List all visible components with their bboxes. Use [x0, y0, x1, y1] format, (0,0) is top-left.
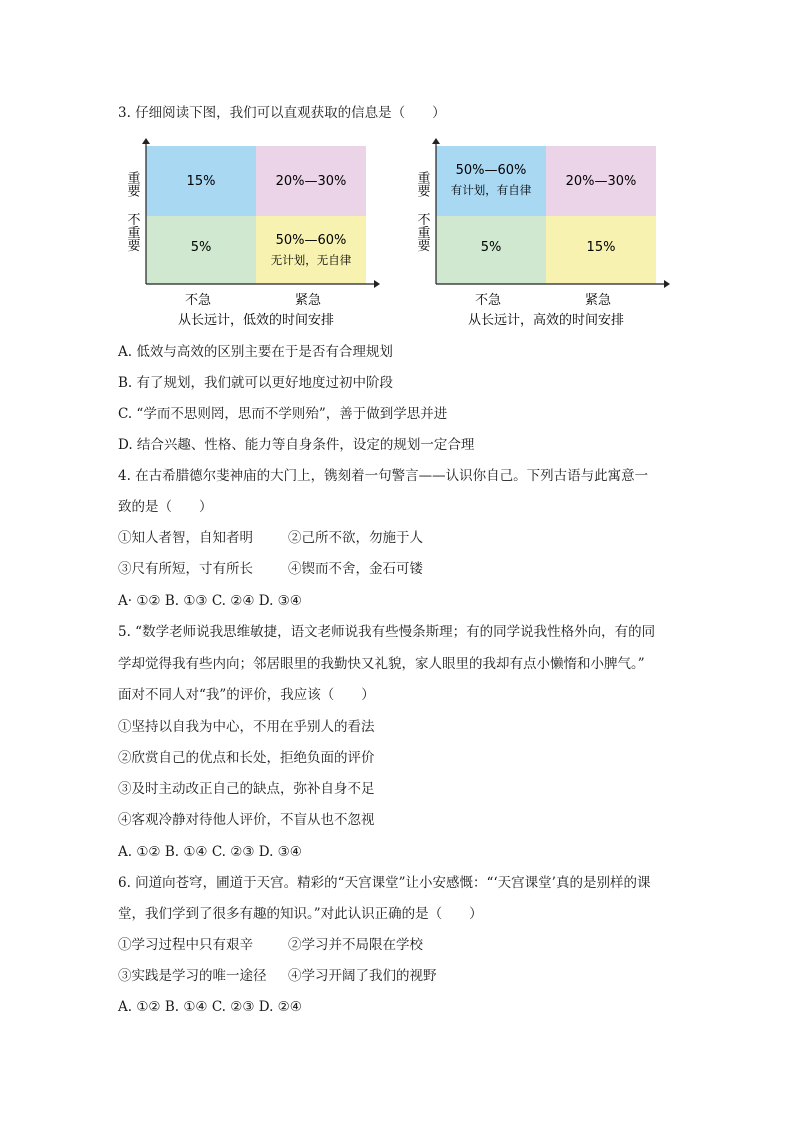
q5-item-2: ②欣赏自己的优点和长处，拒绝负面的评价 [118, 750, 375, 766]
cell-unimportant-urgent [256, 216, 366, 284]
y-label-important: 重要 [414, 171, 430, 197]
q4-stem-line-1: 4. 在古希腊德尔斐神庙的大门上，镌刻着一句警言——认识你自己。下列古语与此寓意一 [118, 468, 649, 484]
cell-bl-value: 5% [190, 240, 212, 255]
q6-items-row-2 [118, 967, 678, 985]
q3-stem: 3. 仔细阅读下图，我们可以直观获取的信息是（ ） [118, 105, 446, 121]
q6-item-1: ①学习过程中只有艰辛 [118, 937, 253, 953]
x-label-urgent: 紧急 [294, 293, 322, 308]
chart-caption: 从长远计，低效的时间安排 [177, 313, 335, 328]
y-axis-arrow [142, 138, 150, 144]
time-matrix-chart-high-efficiency [408, 138, 678, 328]
q3-option-b: B. 有了规划，我们就可以更好地度过初中阶段 [118, 375, 394, 391]
q4-item-3: ③尺有所短，寸有所长 [118, 561, 253, 577]
q5-stem-line-1: 5. “数学老师说我思维敏捷，语文老师说我有些慢条斯理；有的同学说我性格外向，有的同 [118, 624, 656, 640]
cell-br-value: 50%—60% [275, 233, 347, 248]
x-label-not-urgent: 不急 [184, 293, 212, 308]
q5-answers: A. ①② B. ①④ C. ②③ D. ③④ [118, 844, 302, 860]
q4-stem-line-2: 致的是（ ） [118, 499, 213, 515]
q4-item-4: ④锲而不舍，金石可镂 [288, 561, 423, 577]
cell-tr-value: 20%—30% [565, 174, 637, 189]
x-label-not-urgent: 不急 [474, 293, 502, 308]
cell-tl-note: 有计划，有自律 [450, 183, 532, 197]
cell-tl-value: 15% [186, 174, 216, 189]
q4-answers: A· ①② B. ①③ C. ②④ D. ③④ [118, 593, 302, 609]
x-axis-arrow [664, 280, 670, 288]
q4-item-2: ②己所不欲，勿施于人 [288, 530, 423, 546]
q3-option-d: D. 结合兴趣、性格、能力等自身条件，设定的规划一定合理 [118, 437, 475, 453]
q5-stem-line-3: 面对不同人对“我”的评价，我应该（ ） [118, 687, 375, 703]
q6-items-row-1 [118, 936, 678, 954]
q6-stem-line-2: 堂，我们学到了很多有趣的知识。”对此认识正确的是（ ） [118, 906, 483, 922]
chart-caption: 从长远计，高效的时间安排 [467, 313, 625, 328]
y-label-important: 重要 [124, 171, 140, 197]
cell-tr-value: 20%—30% [275, 174, 347, 189]
q5-stem-line-2: 学却觉得我有些内向；邻居眼里的我勤快又礼貌，家人眼里的我却有点小懒惰和小脾气。” [118, 656, 645, 672]
y-label-unimportant: 不重要 [414, 212, 430, 252]
x-axis-arrow [374, 280, 380, 288]
q6-item-2: ②学习并不局限在学校 [288, 937, 423, 953]
q4-item-1: ①知人者智，自知者明 [118, 530, 253, 546]
q6-item-3: ③实践是学习的唯一途径 [118, 968, 267, 984]
q5-item-1: ①坚持以自我为中心，不用在乎别人的看法 [118, 719, 375, 735]
cell-br-value: 15% [586, 240, 616, 255]
q5-item-4: ④客观冷静对待他人评价，不盲从也不忽视 [118, 812, 375, 828]
time-matrix-chart-low-efficiency [118, 138, 388, 328]
q4-items-row-2 [118, 560, 678, 578]
cell-important-not-urgent [436, 146, 546, 216]
cell-bl-value: 5% [480, 240, 502, 255]
q4-items-row-1 [118, 529, 678, 547]
q3-option-a: A. 低效与高效的区别主要在于是否有合理规划 [118, 344, 393, 360]
q5-item-3: ③及时主动改正自己的缺点，弥补自身不足 [118, 781, 375, 797]
q6-stem-line-1: 6. 问道向苍穹，圃道于天宫。精彩的“天宫课堂”让小安感慨：“‘天宫课堂’真的是别样的课 [118, 875, 651, 891]
q6-answers: A. ①② B. ①④ C. ②③ D. ②④ [118, 999, 302, 1015]
y-label-unimportant: 不重要 [124, 212, 140, 252]
q3-option-c: C. “学而不思则罔，思而不学则殆”，善于做到学思并进 [118, 406, 448, 422]
x-label-urgent: 紧急 [584, 293, 612, 308]
cell-tl-value: 50%—60% [455, 163, 527, 178]
cell-br-note: 无计划，无自律 [270, 253, 352, 267]
y-axis-arrow [432, 138, 440, 144]
q6-item-4: ④学习开阔了我们的视野 [288, 968, 437, 984]
